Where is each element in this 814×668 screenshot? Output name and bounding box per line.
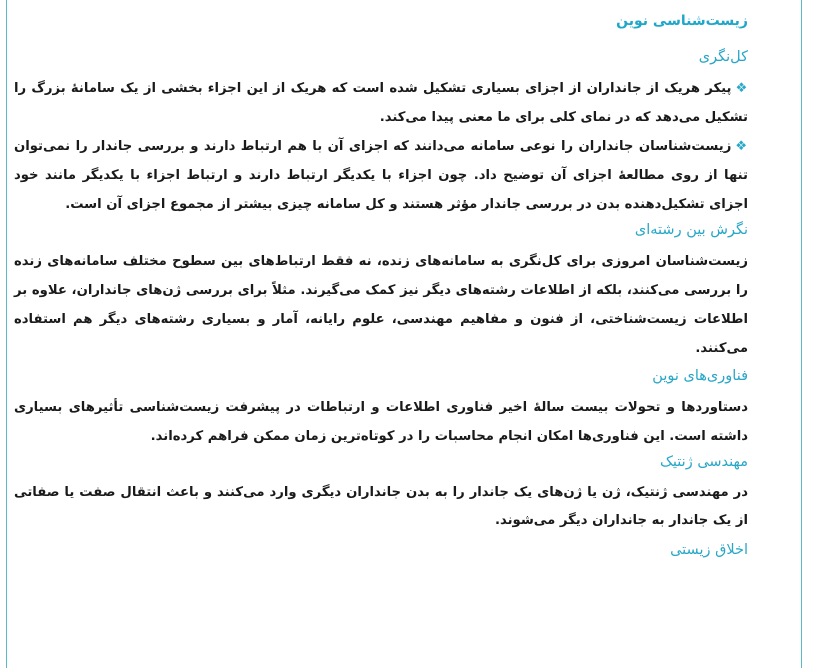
- genetic-engineering-text: در مهندسی ژنتیک، ژن یا ژن‌های یک جاندار را به بدن جانداران دیگری وارد می‌کنند و باعث انتقال صفت یا صفاتی از یک جاندار به جانداران دیگر می‌شوند.: [14, 485, 748, 528]
- diamond-bullet-icon: ❖: [735, 139, 748, 154]
- holism-bullet-1-text: پیکر هریک از جانداران از اجزای بسیاری تشکیل شده است که هریک از این اجزاء بخشی از یک سامانهٔ بزرگ را تشکیل می‌دهد که در نمای کلی برای ما معنی پیدا می‌کند.: [14, 81, 748, 125]
- interdisciplinary-text: زیست‌شناسان امروزی برای کل‌نگری به سامانه‌های زنده، نه فقط ارتباط‌های بین سطوح مختلف سامانه‌های زنده را بررسی می‌کنند، بلکه از اطلاعات رشته‌های دیگر نیز کمک می‌گیرند. مثلاً برای بررسی ژن‌های جانداران، علاوه بر اطلاعات زیست‌شناختی، از فنون و مفاهیم مهندسی، علوم رایانه، آمار و بسیاری رشته‌های دیگر هم استفاده می‌کنند.: [14, 254, 748, 356]
- new-technologies-text: دستاوردها و تحولات بیست سالهٔ اخیر فناوری اطلاعات و ارتباطات در پیشرفت زیست‌شناسی تأثیرهای بسیاری داشته است. این فناوری‌ها امکان انجام محاسبات را در کوتاه‌ترین زمان ممکن فراهم کرده‌اند.: [14, 400, 748, 444]
- holism-bullet-2: [14, 132, 748, 219]
- section-title-interdisciplinary: نگرش بین رشته‌ای: [634, 222, 748, 238]
- diamond-bullet-icon: ❖: [735, 81, 748, 96]
- holism-bullet-1: [14, 74, 748, 132]
- section-title-new-technologies: فناوری‌های نوین: [652, 368, 748, 384]
- section-title-genetic-engineering: مهندسی ژنتیک: [659, 454, 748, 470]
- document-content: [14, 0, 748, 567]
- section-title-holism: کل‌نگری: [698, 49, 748, 65]
- section-title-bioethics: اخلاق زیستی: [670, 542, 748, 558]
- holism-bullet-2-text: زیست‌شناسان جانداران را نوعی سامانه می‌دانند که اجزای آن با هم ارتباط دارند و بررسی جاندار را نمی‌توان تنها از روی مطالعهٔ اجزای آن توضیح داد. چون اجزاء با یکدیگر ارتباط دارند و ارتباط اجزاء با یکدیگر مانند خود اجزای تشکیل‌دهنده بدن در بررسی جاندار مؤثر هستند و کل سامانه چیزی بیشتر از مجموع اجزای آن است.: [14, 139, 748, 212]
- page-title: زیست‌شناسی نوین: [616, 13, 748, 29]
